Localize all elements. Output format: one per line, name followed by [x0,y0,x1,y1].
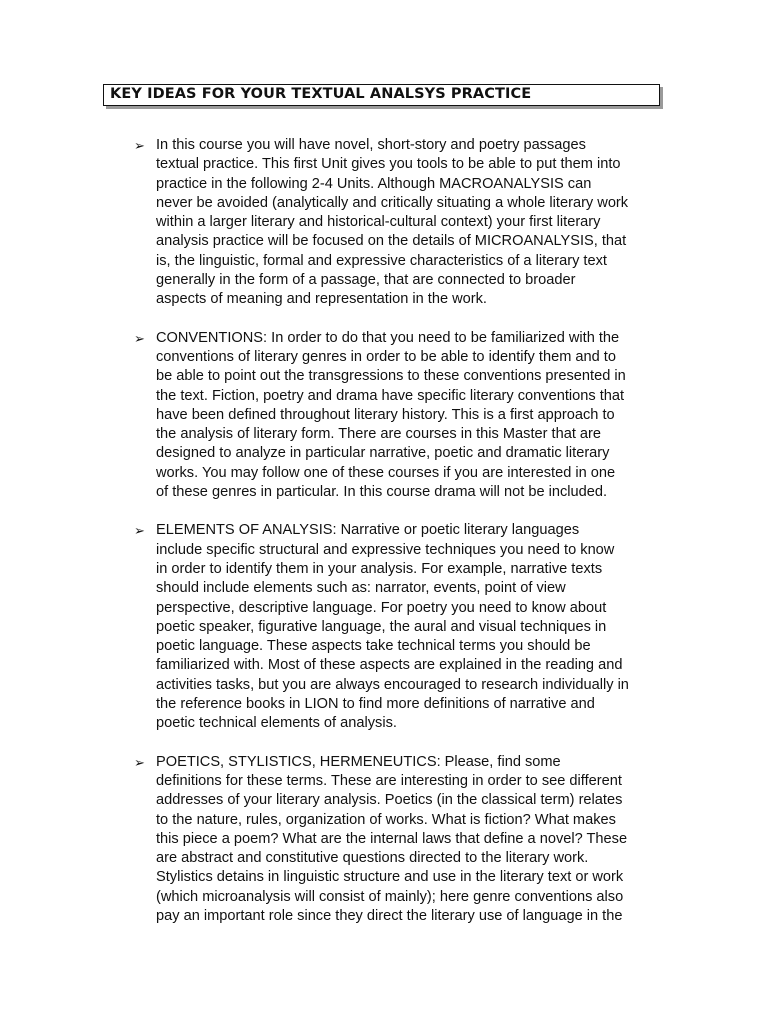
paragraph-line: Stylistics detains in linguistic structure and use in the literary text or work [156,869,624,886]
paragraph-line: poetic language. These aspects take technical terms you should be [156,638,591,655]
list-item [134,521,664,733]
paragraph-line: practice in the following 2-4 Units. Although MACROANALYSIS can [156,175,592,192]
arrow-bullet-icon: ➢ [134,754,145,770]
paragraph-line: perspective, descriptive language. For poetry you need to know about [156,599,607,616]
paragraph-line: in order to identify them in your analysis. For example, narrative texts [156,560,603,577]
arrow-bullet-icon: ➢ [134,138,145,153]
section-heading-box [103,84,660,106]
paragraph-line: ELEMENTS OF ANALYSIS: Narrative or poetic literary languages [156,522,580,539]
paragraph-line: the analysis of literary form. There are courses in this Master that are [156,426,602,443]
key-ideas-list [134,136,664,945]
arrow-bullet-icon: ➢ [134,523,145,539]
paragraph-line: familiarized with. Most of these aspects are explained in the reading and [156,657,623,674]
paragraph-line: (which microanalysis will consist of mainly); here genre conventions also [156,888,624,905]
paragraph-line: never be avoided (analytically and critically situating a whole literary work [156,194,629,211]
paragraph-line: the reference books in LION to find more definitions of narrative and [156,696,595,713]
paragraph-line: generally in the form of a passage, that are connected to broader [156,272,576,289]
paragraph-line: POETICS, STYLISTICS, HERMENEUTICS: Please, find some [156,753,561,770]
paragraph-line: In this course you will have novel, short-story and poetry passages [156,137,586,153]
paragraph-line: designed to analyze in particular narrative, poetic and dramatic literary [156,445,610,462]
paragraph-line: pay an important role since they direct the literary use of language in the [156,907,623,924]
paragraph-line: include specific structural and expressive techniques you need to know [156,541,615,558]
paragraph-line: works. You may follow one of these courses if you are interested in one [156,464,616,481]
paragraph-line: the text. Fiction, poetry and drama have specific literary conventions that [156,387,625,404]
paragraph-line: textual practice. This first Unit gives you tools to be able to put them into [156,156,621,173]
list-item [134,329,664,503]
paragraph-line: analysis practice will be focused on the details of MICROANALYSIS, that [156,233,627,250]
paragraph-line: aspects of meaning and representation in the work. [156,291,487,308]
paragraph-line: have been defined throughout literary history. This is a first approach to [156,406,615,423]
paragraph-line: poetic technical elements of analysis. [156,715,397,732]
list-item [134,753,664,927]
paragraph-line: to the nature, rules, organization of works. What is fiction? What makes [156,811,616,828]
arrow-bullet-icon: ➢ [134,330,145,346]
section-heading: KEY IDEAS FOR YOUR TEXTUAL ANALSYS PRACTICE [110,86,532,102]
paragraph-line: be able to point out the transgressions to these conventions presented in [156,368,626,385]
paragraph-line: is, the linguistic, formal and expressive characteristics of a literary text [156,252,607,269]
paragraph-line: conventions of literary genres in order to be able to identify them and to [156,348,616,365]
paragraph-line: within a larger literary and historical-cultural context) your first literary [156,214,601,231]
paragraph-line: definitions for these terms. These are interesting in order to see different [156,772,622,789]
paragraph-line: CONVENTIONS: In order to do that you need to be familiarized with the [156,329,620,346]
paragraph-line: activities tasks, but you are always encouraged to research individually in [156,676,629,693]
paragraph-line: addresses of your literary analysis. Poetics (in the classical term) relates [156,792,623,809]
paragraph-line: this piece a poem? What are the internal laws that define a novel? These [156,830,628,847]
paragraph-line: poetic speaker, figurative language, the aural and visual techniques in [156,618,607,635]
paragraph-line: of these genres in particular. In this course drama will not be included. [156,484,608,501]
paragraph-line: should include elements such as: narrator, events, point of view [156,580,566,597]
paragraph-line: are abstract and constitutive questions directed to the literary work. [156,850,589,867]
list-item [134,136,664,310]
